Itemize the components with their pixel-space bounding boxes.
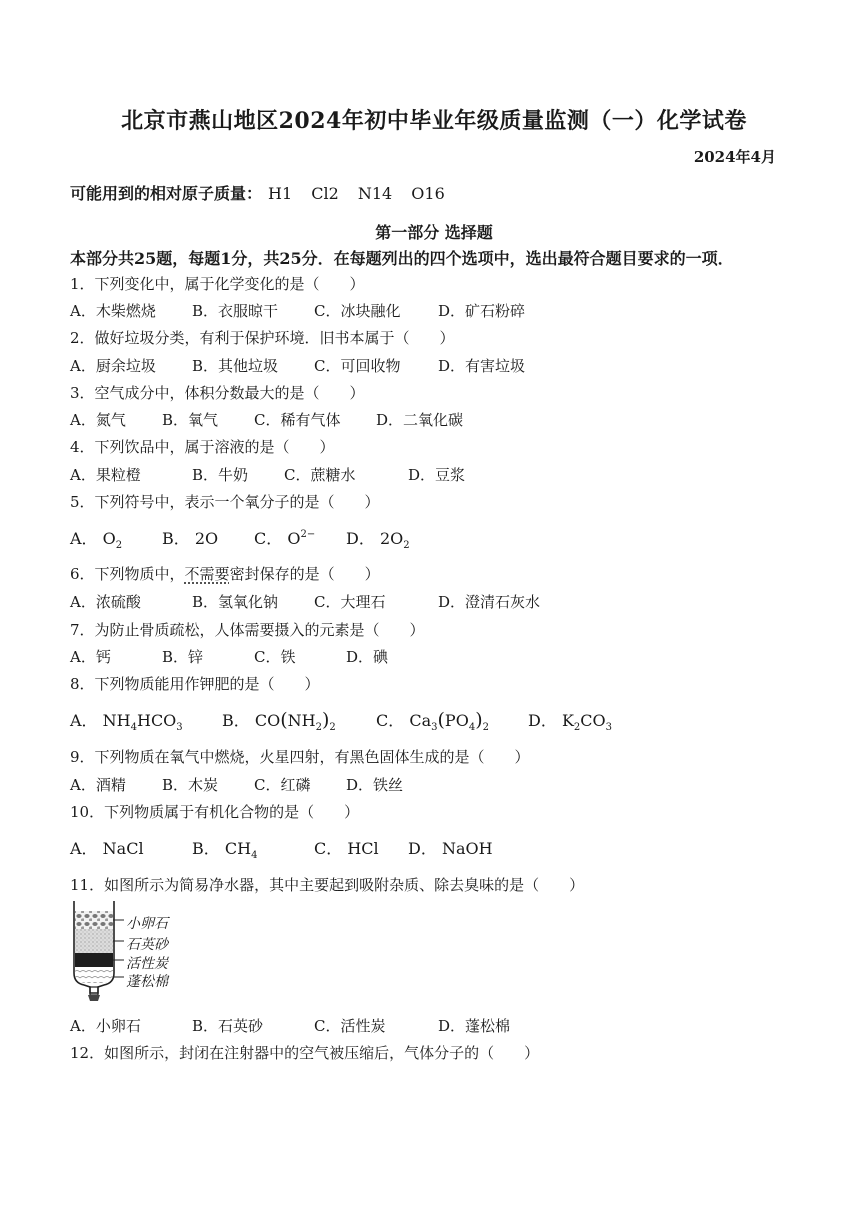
option-b[interactable]: B．其他垃圾 (192, 357, 279, 375)
atomic-mass-line (70, 181, 445, 204)
question-1-stem: 1．下列变化中，属于化学变化的是（ ） (70, 275, 365, 293)
option-c[interactable]: C．活性炭 (314, 1017, 386, 1035)
question-7-options (70, 646, 830, 668)
section-title: 第一部分 选择题 (375, 223, 493, 242)
page-title: 北京市燕山地区2024年初中毕业年级质量监测（一）化学试卷 (121, 108, 747, 134)
question-11-options (70, 1015, 830, 1037)
option-b[interactable]: B．氧气 (162, 411, 219, 429)
option-c[interactable]: C．大理石 (314, 593, 386, 611)
question-5-options (70, 526, 830, 551)
option-a[interactable]: A．氮气 (70, 411, 126, 429)
question-2-stem: 2．做好垃圾分类，有利于保护环境．旧书本属于（ ） (70, 329, 455, 347)
option-b[interactable]: B．木炭 (162, 776, 219, 794)
question-6-stem: 6．下列物质中，不需要密封保存的是（ ） (70, 565, 380, 583)
option-d[interactable]: D． $K_2CO_3$ (528, 711, 612, 733)
option-a[interactable]: A．钙 (70, 648, 111, 666)
question-5-stem: 5．下列符号中，表示一个氧分子的是（ ） (70, 493, 380, 511)
question-4-stem: 4．下列饮品中，属于溶液的是（ ） (70, 438, 335, 456)
question-10-options (70, 836, 830, 861)
option-a[interactable]: A．小卵石 (70, 1017, 141, 1035)
option-d[interactable]: D．二氧化碳 (376, 411, 464, 429)
option-d[interactable]: D． NaOH (408, 839, 493, 858)
option-c[interactable]: C． $Ca_3(PO_4)_2$ (376, 709, 489, 733)
option-d[interactable]: D． $2O_2$ (346, 529, 410, 551)
option-d[interactable]: D．澄清石灰水 (438, 593, 541, 611)
option-d[interactable]: D．矿石粉碎 (438, 302, 526, 320)
section-instructions: 本部分共25题，每题1分，共25分．在每题列出的四个选项中，选出最符合题目要求的一项． (70, 249, 734, 268)
label-activated-carbon: 活性炭 (126, 956, 168, 972)
option-a[interactable]: A．厨余垃圾 (70, 357, 156, 375)
question-10-stem: 10．下列物质属于有机化合物的是（ ） (70, 803, 360, 821)
question-9-stem: 9．下列物质在氧气中燃烧，火星四射，有黑色固体生成的是（ ） (70, 748, 530, 766)
option-a[interactable]: A．浓硫酸 (70, 593, 141, 611)
question-12-stem: 12．如图所示，封闭在注射器中的空气被压缩后，气体分子的（ ） (70, 1044, 540, 1062)
option-b[interactable]: B．氢氧化钠 (192, 593, 279, 611)
option-b[interactable]: B．衣服晾干 (192, 302, 279, 320)
option-a[interactable]: A．木柴燃烧 (70, 302, 156, 320)
option-d[interactable]: D．碘 (346, 648, 389, 666)
option-c[interactable]: C．稀有气体 (254, 411, 341, 429)
question-3-options (70, 409, 830, 431)
option-d[interactable]: D．蓬松棉 (438, 1017, 511, 1035)
question-7-stem: 7．为防止骨质疏松，人体需要摄入的元素是（ ） (70, 621, 425, 639)
option-a[interactable]: A． $NH_4HCO_3$ (70, 711, 183, 733)
option-b[interactable]: B． $CH_4$ (192, 839, 258, 861)
option-c[interactable]: C． HCl (314, 839, 379, 858)
option-a[interactable]: A．酒精 (70, 776, 126, 794)
option-c[interactable]: C．冰块融化 (314, 302, 401, 320)
option-c[interactable]: C．可回收物 (314, 357, 401, 375)
question-1-options (70, 300, 830, 322)
option-d[interactable]: D．有害垃圾 (438, 357, 526, 375)
question-11-stem: 11．如图所示为简易净水器，其中主要起到吸附杂质、除去臭味的是（ ） (70, 876, 585, 894)
question-8-options (70, 708, 830, 733)
atomic-mass-label: 可能用到的相对原子质量： (70, 184, 263, 203)
option-d[interactable]: D．铁丝 (346, 776, 404, 794)
option-a[interactable]: A．果粒橙 (70, 466, 141, 484)
option-d[interactable]: D．豆浆 (408, 466, 466, 484)
question-6-options (70, 591, 830, 613)
question-9-options (70, 774, 830, 796)
option-b[interactable]: B． $CO(NH_2)_2$ (222, 709, 336, 733)
question-4-options (70, 464, 830, 486)
option-b[interactable]: B．锌 (162, 648, 204, 666)
option-c[interactable]: C．铁 (254, 648, 296, 666)
option-c[interactable]: C．红磷 (254, 776, 311, 794)
option-a[interactable]: A． $O_2$ (70, 529, 123, 551)
label-pebbles: 小卵石 (126, 916, 168, 932)
exam-date: 2024年4月 (693, 148, 776, 166)
option-b[interactable]: B． 2O (162, 529, 219, 548)
question-2-options (70, 355, 830, 377)
option-c[interactable]: C． $O^{2-}$ (254, 529, 316, 548)
option-b[interactable]: B．石英砂 (192, 1017, 264, 1035)
option-a[interactable]: A． NaCl (70, 839, 144, 858)
question-8-stem: 8．下列物质能用作钾肥的是（ ） (70, 675, 320, 693)
water-purifier-diagram (68, 897, 188, 1005)
atomic-mass-values: H1 Cl2 N14 O16 (268, 184, 445, 203)
emphasis-text: 不需要 (184, 565, 230, 583)
option-c[interactable]: C．蔗糖水 (284, 466, 356, 484)
label-quartz-sand: 石英砂 (126, 937, 168, 953)
question-3-stem: 3．空气成分中，体积分数最大的是（ ） (70, 384, 365, 402)
label-cotton: 蓬松棉 (126, 974, 168, 990)
option-b[interactable]: B．牛奶 (192, 466, 249, 484)
